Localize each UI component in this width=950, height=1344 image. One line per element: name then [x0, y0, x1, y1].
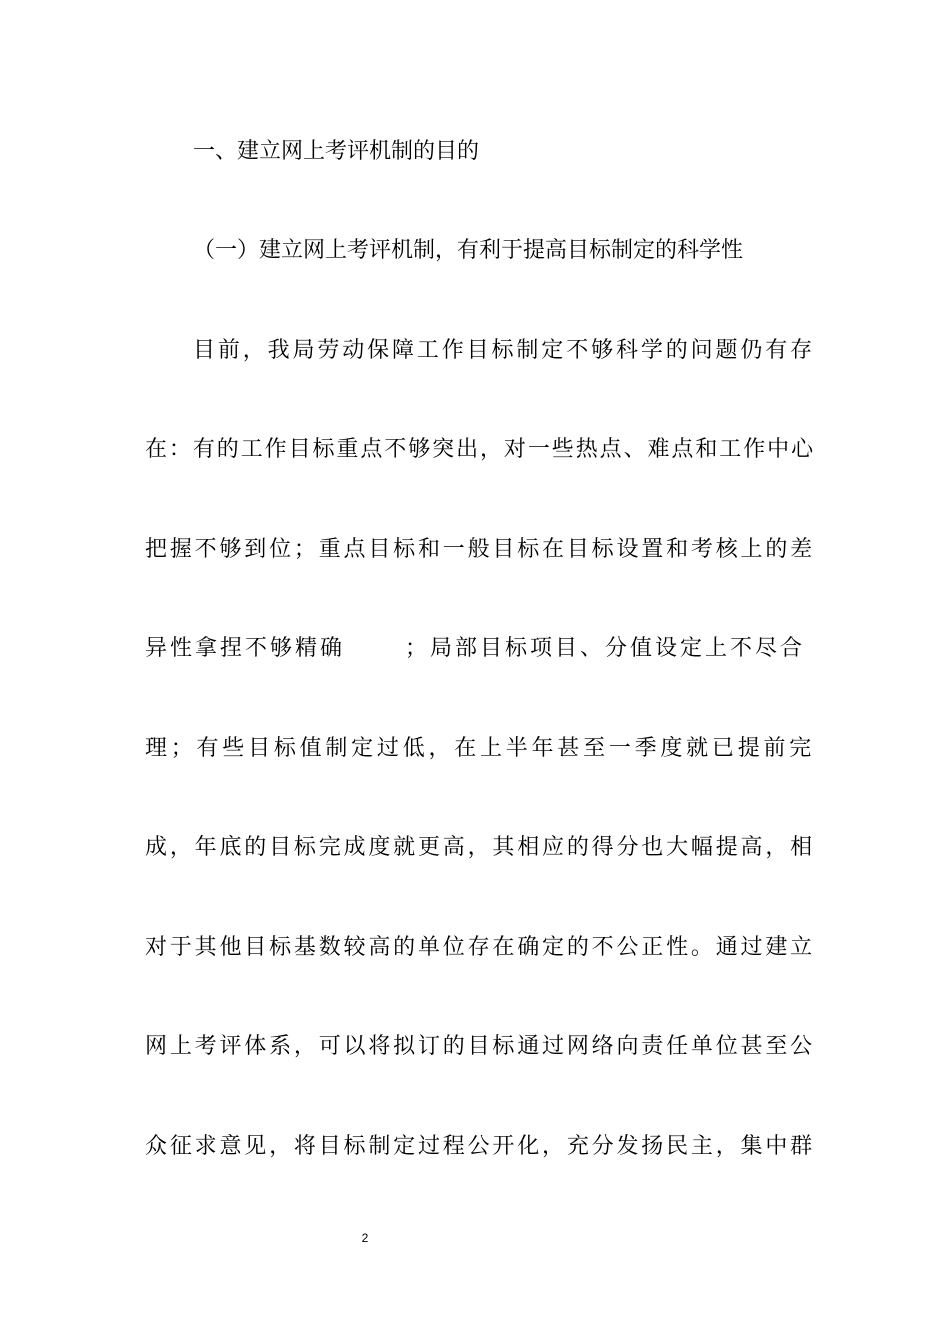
subsection-heading: （一）建立网上考评机制，有利于提高目标制定的科学性 [193, 238, 744, 263]
paragraph-line-segment: 异性拿捏不够精确 [145, 636, 346, 661]
paragraph-line [145, 634, 805, 664]
paragraph-line: 众征求意见，将目标制定过程公开化，充分发扬民主，集中群 [145, 1134, 815, 1159]
paragraph-line: 在：有的工作目标重点不够突出，对一些热点、难点和工作中心 [145, 437, 815, 462]
paragraph-line: 网上考评体系，可以将拟订的目标通过网络向责任单位甚至公 [145, 1034, 815, 1059]
page-number: 2 [361, 1231, 369, 1245]
paragraph-line: 目前，我局劳动保障工作目标制定不够科学的问题仍有存 [193, 338, 815, 363]
paragraph-line: 对于其他目标基数较高的单位存在确定的不公正性。通过建立 [145, 935, 815, 960]
paragraph-line-segment: ；局部目标项目、分值设定上不尽合 [404, 636, 805, 661]
section-heading: 一、建立网上考评机制的目的 [193, 139, 480, 164]
paragraph-line: 把握不够到位；重点目标和一般目标在目标设置和考核上的差 [145, 537, 815, 562]
paragraph-line: 理；有些目标值制定过低，在上半年甚至一季度就已提前完 [145, 736, 815, 761]
paragraph-line: 成，年底的目标完成度就更高，其相应的得分也大幅提高，相 [145, 835, 815, 860]
